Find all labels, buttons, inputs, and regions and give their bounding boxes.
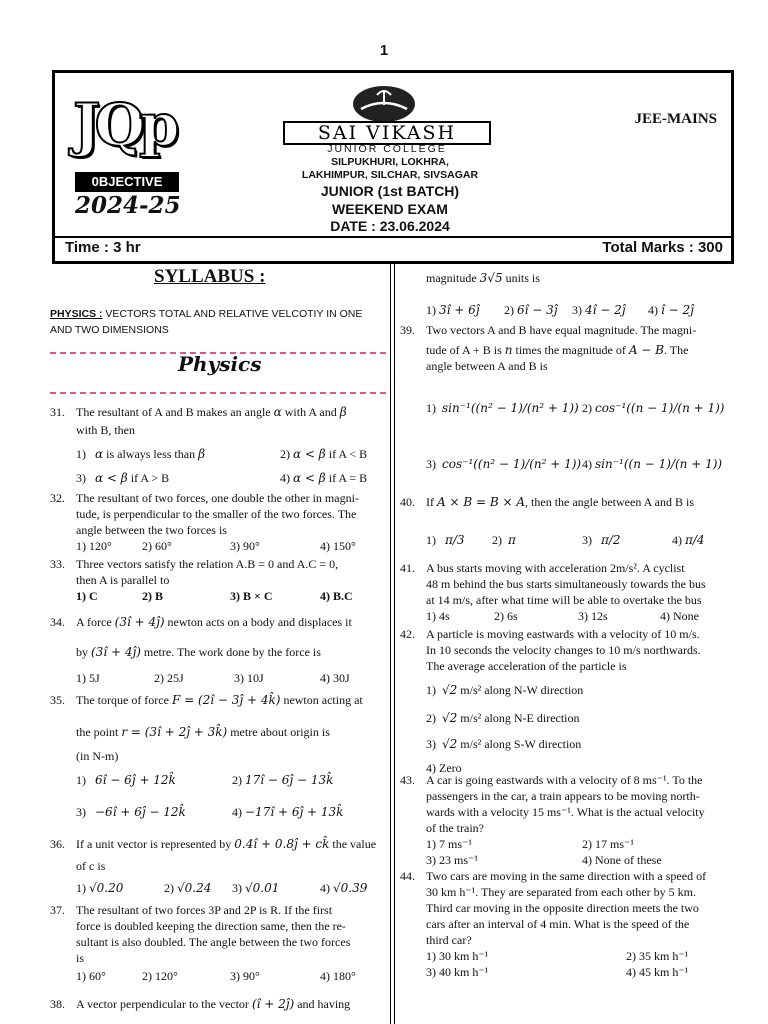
question-text: Third car moving in the opposite direction meets the two: [426, 901, 699, 915]
college-subtitle: JUNIOR COLLEGE: [327, 143, 447, 155]
college-address: [265, 156, 515, 182]
option-1[interactable]: 1) √2 m/s² along N-W direction: [426, 683, 584, 697]
question-text: sultant is also doubled. The angle between the two forces: [76, 935, 351, 949]
option-4[interactable]: 4) 150°: [320, 539, 356, 553]
question-text: 30 km h⁻¹. They are separated from each other by 5 km.: [426, 885, 696, 899]
option-2[interactable]: 2) B: [142, 589, 163, 603]
option-4[interactable]: 4) 180°: [320, 969, 356, 983]
question-text: angle between the two forces is: [76, 523, 227, 537]
option-4[interactable]: 4) None of these: [582, 853, 662, 867]
option-3[interactable]: 3) √2 m/s² along S-W direction: [426, 737, 582, 751]
question-number: 43.: [400, 773, 415, 787]
option-4[interactable]: 4) π/4: [672, 533, 705, 547]
option-3[interactable]: 3) cos⁻¹((n² − 1)/(n² + 1)): [426, 457, 582, 471]
question-number: 32.: [50, 491, 65, 505]
option-3[interactable]: 3) 90°: [230, 969, 260, 983]
option-3[interactable]: 3) 23 ms⁻¹: [426, 853, 478, 867]
option-3[interactable]: 3) π/2: [582, 533, 621, 547]
option-3[interactable]: 3) 40 km h⁻¹: [426, 965, 489, 979]
page-number: 1: [379, 42, 389, 59]
question-text: force is doubled keeping the direction same, then the re-: [76, 919, 346, 933]
option-1[interactable]: 1) 120°: [76, 539, 112, 553]
question-text: Two cars are moving in the same direction with a speed of: [426, 869, 707, 883]
question-number: 36.: [50, 837, 65, 851]
question-number: 33.: [50, 557, 65, 571]
option-4[interactable]: 4) Zero: [426, 761, 462, 775]
option-4[interactable]: 4) 30J: [320, 671, 350, 685]
question-number: 34.: [50, 615, 65, 629]
question-number: 42.: [400, 627, 415, 641]
address-line-1: SILPUKHURI, LOKHRA,: [331, 156, 449, 168]
question-text: third car?: [426, 933, 472, 947]
question-text: (in N-m): [76, 749, 119, 763]
option-4[interactable]: 4) 45 km h⁻¹: [626, 965, 689, 979]
question-number: 35.: [50, 693, 65, 707]
question-number: 44.: [400, 869, 415, 883]
question-text: the point r = (3î + 2ĵ + 3k̂) metre about origin is: [76, 725, 330, 739]
question-text: The resultant of A and B makes an angle α with A and β: [76, 405, 347, 419]
question-text: is: [76, 951, 85, 965]
exam-title: WEEKEND EXAM: [332, 201, 448, 217]
question-text: A particle is moving eastwards with a velocity of 10 m/s.: [426, 627, 700, 641]
option-1[interactable]: 1) 60°: [76, 969, 106, 983]
option-3[interactable]: 3) 12s: [578, 609, 608, 623]
option-3[interactable]: 3) B × C: [230, 589, 273, 603]
question-text: of the train?: [426, 821, 484, 835]
subject-title: Physics: [178, 352, 262, 376]
exam-type: JEE-MAINS: [634, 111, 717, 127]
syllabus-title: SYLLABUS :: [154, 266, 266, 287]
option-1[interactable]: 1) α is always less than β: [76, 447, 206, 461]
column-divider: [390, 264, 395, 1024]
question-text: If A × B = B × A, then the angle between A and B is: [426, 495, 694, 509]
option-1[interactable]: 1) π/3: [426, 533, 465, 547]
option-3[interactable]: 3) −6î + 6ĵ − 12k̂: [76, 805, 186, 819]
question-text: In 10 seconds the velocity changes to 10 m/s northwards.: [426, 643, 701, 657]
exam-date: DATE : 23.06.2024: [330, 218, 450, 234]
option-1[interactable]: 1) 6î − 6ĵ + 12k̂: [76, 773, 176, 787]
option-3[interactable]: 3) 90°: [230, 539, 260, 553]
question-text: If a unit vector is represented by 0.4î + 0.8ĵ + ck̂ the value: [76, 837, 377, 851]
question-text: with B, then: [76, 423, 135, 437]
option-4[interactable]: 4) sin⁻¹((n − 1)/(n + 1)): [582, 457, 723, 471]
session-year: 2024-25: [75, 192, 181, 219]
college-emblem-icon: [351, 83, 417, 123]
question-text: A bus starts moving with acceleration 2m/s². A cyclist: [426, 561, 685, 575]
question-number: 31.: [50, 405, 65, 419]
option-1[interactable]: 1) 7 ms⁻¹: [426, 837, 472, 851]
option-2[interactable]: 2) 35 km h⁻¹: [626, 949, 689, 963]
option-4[interactable]: 4) −17î + 6ĵ + 13k̂: [232, 805, 344, 819]
option-2[interactable]: 2) √0.24: [164, 881, 212, 895]
total-marks: Total Marks : 300: [602, 239, 723, 256]
option-1[interactable]: 1) 4s: [426, 609, 450, 623]
option-4[interactable]: 4) B.C: [320, 589, 353, 603]
question-text: Three vectors satisfy the relation A.B = 0 and A.C = 0,: [76, 557, 339, 571]
question-text: A car is going eastwards with a velocity of 8 ms⁻¹. To the: [426, 773, 703, 787]
question-text: tude, is perpendicular to the smaller of the two forces. The: [76, 507, 357, 521]
option-2[interactable]: 2) 17 ms⁻¹: [582, 837, 634, 851]
option-4[interactable]: 4) √0.39: [320, 881, 368, 895]
address-line-2: LAKHIMPUR, SILCHAR, SIVSAGAR: [301, 169, 479, 181]
question-text: The torque of force F = (2î − 3ĵ + 4k̂) newton acting at: [76, 693, 363, 707]
option-2[interactable]: 2) 17î − 6ĵ − 13k̂: [232, 773, 334, 787]
question-text: by (3î + 4ĵ) metre. The work done by the force is: [76, 645, 321, 659]
option-2[interactable]: 2) 6î − 3ĵ: [504, 303, 558, 317]
jqp-logo-letters: JQp: [73, 91, 174, 159]
question-text: The resultant of two forces 3P and 2P is R. If the first: [76, 903, 333, 917]
question-text: The resultant of two forces, one double the other in magni-: [76, 491, 359, 505]
question-text: magnitude 3√5 units is: [426, 271, 540, 285]
option-1[interactable]: 1) 30 km h⁻¹: [426, 949, 489, 963]
option-4[interactable]: 4) None: [660, 609, 699, 623]
question-number: 40.: [400, 495, 415, 509]
question-text: The average acceleration of the particle is: [426, 659, 627, 673]
question-text: cars after an interval of 4 min. What is the speed of the: [426, 917, 690, 931]
question-text: wards with a velocity 15 ms⁻¹. What is the actual velocity: [426, 805, 705, 819]
syllabus-topics: VECTORS TOTAL AND RELATIVE VELCOTIY IN ONE AND TWO DIMENSIONS: [50, 308, 363, 336]
option-3[interactable]: 3) √0.01: [232, 881, 280, 895]
option-2[interactable]: 2) √2 m/s² along N-E direction: [426, 711, 580, 725]
section-divider-bottom: [50, 392, 386, 394]
question-text: 48 m behind the bus starts simultaneously towards the bus: [426, 577, 706, 591]
question-text: angle between A and B is: [426, 359, 548, 373]
question-number: 41.: [400, 561, 415, 575]
question-text: at 14 m/s, after what time will be able to overtake the bus: [426, 593, 702, 607]
option-2[interactable]: 2) π: [492, 533, 516, 547]
exam-header: [52, 70, 734, 264]
question-text: of c is: [76, 859, 106, 873]
option-3[interactable]: 3) 10J: [234, 671, 264, 685]
option-1[interactable]: 1) 3î + 6ĵ: [426, 303, 480, 317]
exam-time: Time : 3 hr: [65, 239, 141, 256]
option-4[interactable]: 4) α < β if A = B: [280, 471, 368, 485]
option-2[interactable]: 2) cos⁻¹((n − 1)/(n + 1)): [582, 401, 725, 415]
option-1[interactable]: 1) √0.20: [76, 881, 124, 895]
option-3[interactable]: 3) α < β if A > B: [76, 471, 170, 485]
option-4[interactable]: 4) î − 2ĵ: [648, 303, 694, 317]
option-2[interactable]: 2) 25J: [154, 671, 184, 685]
jqp-logo: [67, 91, 187, 231]
question-text: tude of A + B is n times the magnitude of A − B. The: [426, 343, 689, 357]
option-3[interactable]: 3) 4î − 2ĵ: [572, 303, 626, 317]
option-1[interactable]: 1) 5J: [76, 671, 100, 685]
college-name: SAI VIKASH: [283, 121, 491, 145]
option-1[interactable]: 1) C: [76, 589, 98, 603]
objective-tag: 0BJECTIVE: [75, 172, 179, 192]
question-number: 39.: [400, 323, 415, 337]
question-text: A force (3î + 4ĵ) newton acts on a body and displaces it: [76, 615, 352, 629]
question-number: 37.: [50, 903, 65, 917]
syllabus-text: [50, 306, 386, 338]
question-text: passengers in the car, a train appears to be moving north-: [426, 789, 700, 803]
option-1[interactable]: 1) sin⁻¹((n² − 1)/(n² + 1)): [426, 401, 579, 415]
option-2[interactable]: 2) α < β if A < B: [280, 447, 368, 461]
batch-title: JUNIOR (1st BATCH): [320, 183, 460, 199]
option-2[interactable]: 2) 60°: [142, 539, 172, 553]
question-text: A vector perpendicular to the vector (î + 2ĵ) and having: [76, 997, 351, 1011]
option-2[interactable]: 2) 6s: [494, 609, 518, 623]
question-text: then A is parallel to: [76, 573, 170, 587]
syllabus-subject: PHYSICS :: [50, 308, 103, 320]
question-number: 38.: [50, 997, 65, 1011]
option-2[interactable]: 2) 120°: [142, 969, 178, 983]
header-divider: [55, 236, 731, 238]
question-text: Two vectors A and B have equal magnitude. The magni-: [426, 323, 697, 337]
